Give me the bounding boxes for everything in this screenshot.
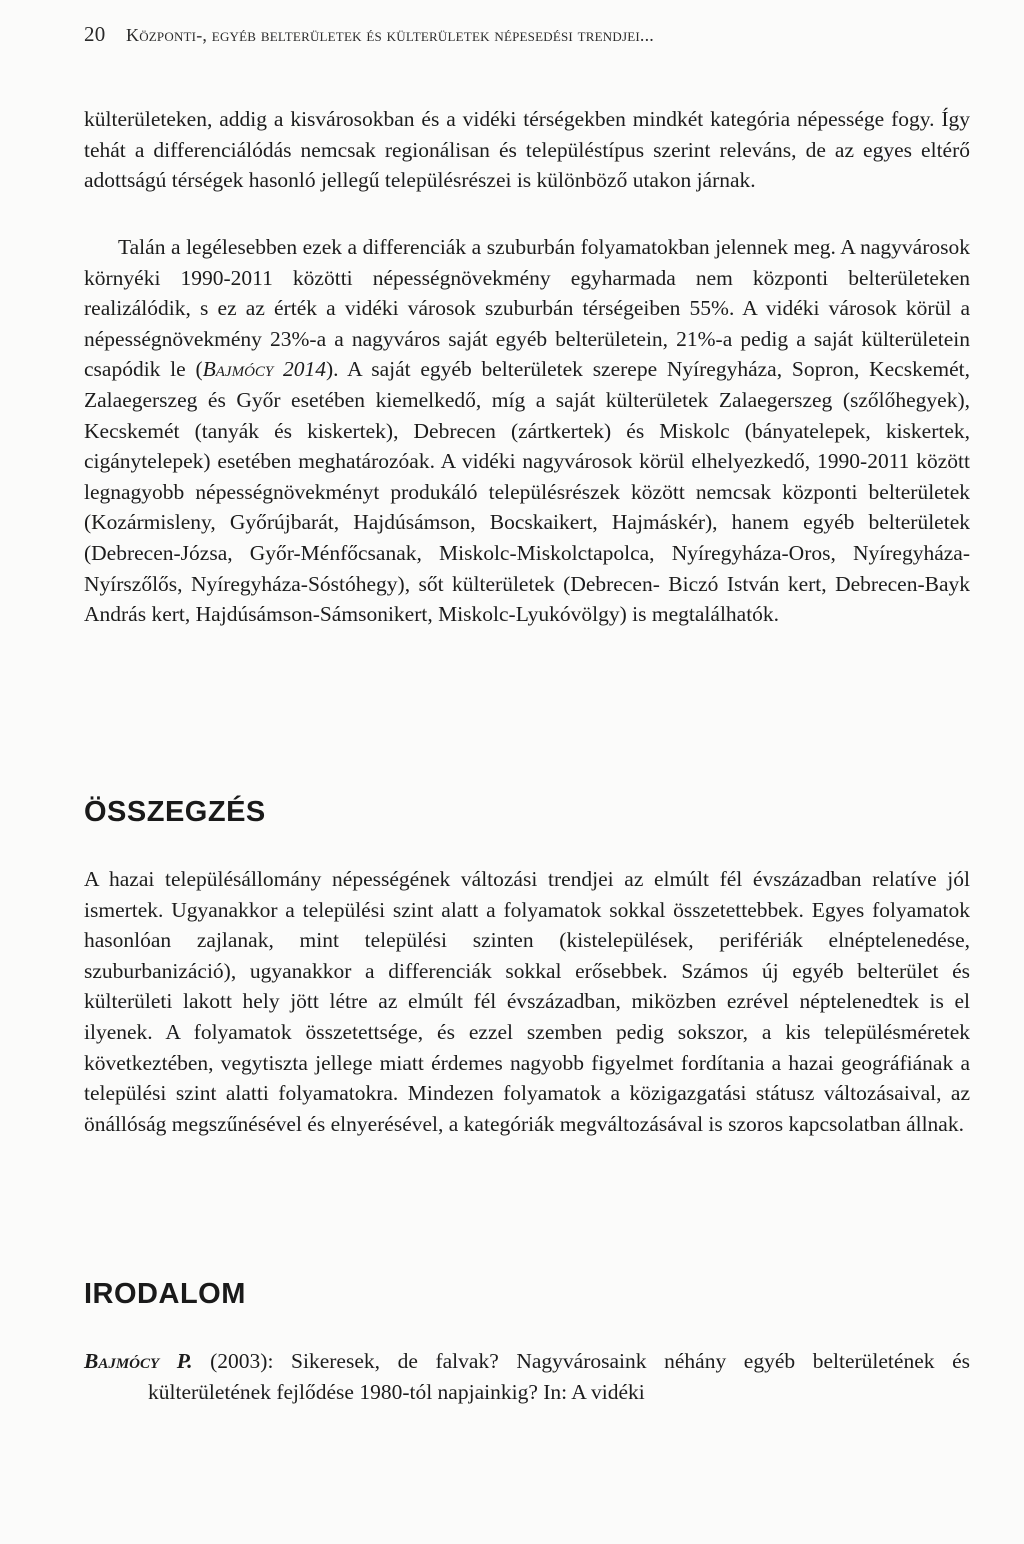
section-heading-literature: IRODALOM xyxy=(84,1278,246,1310)
body-paragraph-2-text xyxy=(84,232,970,630)
reference-author: Bajmócy P. xyxy=(84,1349,193,1373)
inline-citation: Bajmócy 2014 xyxy=(202,357,327,382)
body-paragraph-1 xyxy=(84,104,970,196)
running-header-title: Központi-, egyéb belterületek és külterületek népesedési trendjei... xyxy=(126,25,654,45)
paragraph-2-lead-text: Talán a legélesebben ezek a differenciák a szuburbán folyamatokban jelennek meg. A nagyvárosok környéki 1990-2011 közötti népességnövekmény egyharmada nem központi belterületeken realizálódik, s ez az érték a vidéki városok szuburbán térségeiben 55%. A vidéki városok körül a népességnövekmény 23%-a a nagyváros saját egyéb belterületein, 21%-a pedig a saját külterületein csapódik le ( xyxy=(84,235,970,382)
reference-text: (2003): Sikeresek, de falvak? Nagyvárosaink néhány egyéb belterületének és külterületének fejlődése 1980-tól napjainkig? In: A vidéki xyxy=(148,1349,971,1404)
body-paragraph-2 xyxy=(84,232,970,630)
summary-paragraph-text: A hazai településállomány népességének változási trendjei az elmúlt fél évszázadban relatíve jól ismertek. Ugyanakkor a települési szint alatt a folyamatok sokkal összetettebbek. Egyes folyamatok hasonlóan zajlanak, mint települési szinten (kistelepülések, perifériák elnéptelenedése, szuburbanizáció), ugyanakkor a differenciák sokkal erősebbek. Számos új egyéb belterület és külterületi lakott hely jött létre az elmúlt fél évszázadban, miközben ezrével néptelenedtek is el ilyenek. A folyamatok összetettsége, és ezzel szemben pedig sokszor, a kis településméretek következtében, vegytiszta jellege miatt érdemes nagyobb figyelmet fordítania a hazai geográfiának a települési szint alatti folyamatokra. Mindezen folyamatok a közigazgatási státusz változásaival, az önállóság megszűnésével és elnyerésével, a kategóriák megváltozásával is szoros kapcsolatban állnak. xyxy=(84,867,970,1136)
body-paragraph-1-text: külterületeken, addig a kisvárosokban és a vidéki térségekben mindkét kategória népessége fogy. Így tehát a differenciálódás nemcsak regionálisan és településtípus szerint releváns, de az egyes eltérő adottságú térségek hasonló jellegű településrészei is különböző utakon járnak. xyxy=(84,107,970,193)
section-heading-summary: ÖSSZEGZÉS xyxy=(84,796,266,828)
reference-entry xyxy=(84,1346,970,1407)
page-number: 20 xyxy=(84,22,106,46)
running-header xyxy=(84,22,964,47)
paragraph-2-tail-text: ). A saját egyéb belterületek szerepe Nyíregyháza, Sopron, Kecskemét, Zalaegerszeg és Győr esetében kiemelkedő, míg a saját külterületek Zalaegerszeg (szőlőhegyek), Kecskemét (tanyák és kiskertek), Debrecen (zártkertek) és Miskolc (bányatelepek, kiskertek, cigánytelepek) esetében meghatározóak. A vidéki nagyvárosok körül elhelyezkedő, 1990-2011 között legnagyobb népességnövekményt produkáló településrészek között nemcsak központi belterületek (Kozármisleny, Győrújbarát, Hajdúsámson, Bocskaikert, Hajmáskér), hanem egyéb belterületek (Debrecen-Józsa, Győr-Ménfőcsanak, Miskolc-Miskolctapolca, Nyíregyháza-Oros, Nyíregyháza-Nyírszőlős, Nyíregyháza-Sóstóhegy), sőt külterületek (Debrecen- Biczó István kert, Debrecen-Bayk András kert, Hajdúsámson-Sámsonikert, Miskolc-Lyukóvölgy) is megtalálhatók. xyxy=(84,357,970,627)
summary-paragraph xyxy=(84,864,970,1139)
